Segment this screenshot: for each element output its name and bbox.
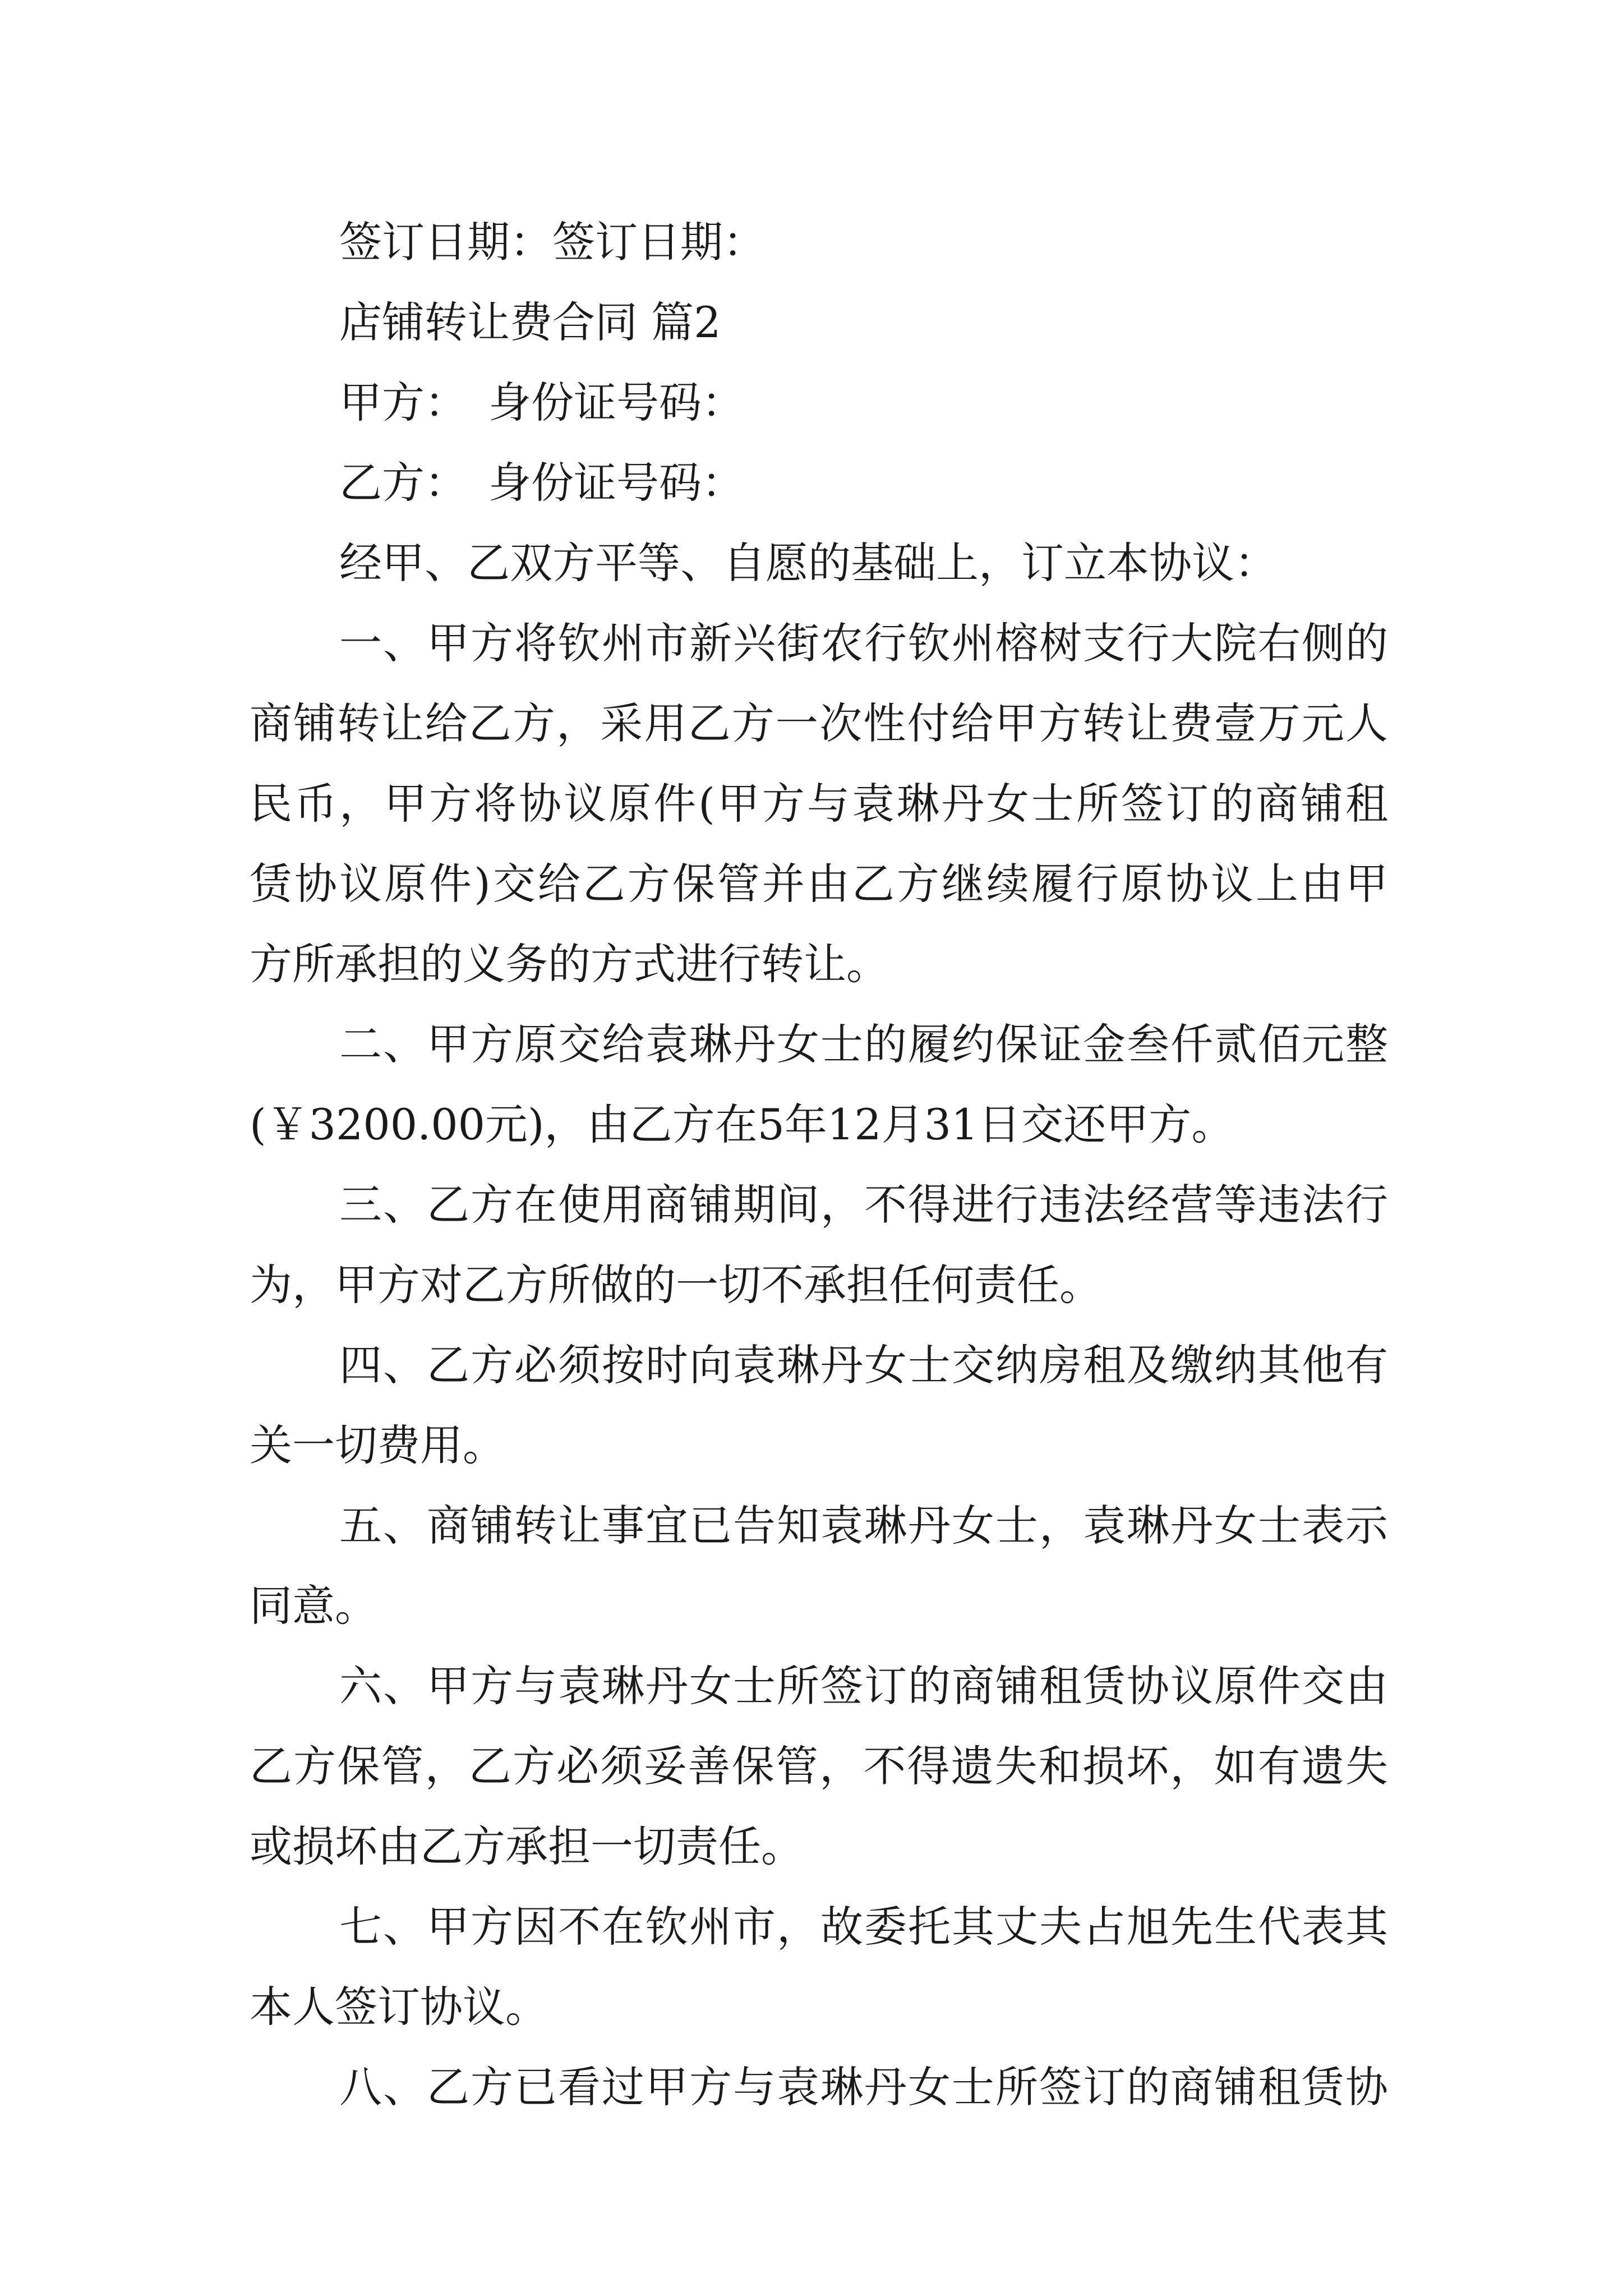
text-line: 三、乙方在使用商铺期间，不得进行违法经营等违法行 [339, 1180, 1388, 1230]
text-line: 签订日期：签订日期： [339, 217, 766, 267]
text-line: 商铺转让给乙方，采用乙方一次性付给甲方转让费壹万元人 [250, 698, 1388, 748]
text-line: (￥3200.00元)，由乙方在5年12月31日交还甲方。 [250, 1099, 1234, 1149]
text-line: 民币，甲方将协议原件(甲方与袁琳丹女士所签订的商铺租 [250, 779, 1388, 829]
text-line: 七、甲方因不在钦州市，故委托其丈夫占旭先生代表其 [339, 1902, 1388, 1952]
text-line: 八、乙方已看过甲方与袁琳丹女士所签订的商铺租赁协 [339, 2062, 1388, 2112]
text-line: 或损坏由乙方承担一切责任。 [250, 1821, 804, 1871]
text-line: 乙方： 身份证号码： [339, 458, 744, 508]
text-line: 四、乙方必须按时向袁琳丹女士交纳房租及缴纳其他有 [339, 1340, 1388, 1390]
text-line: 方所承担的义务的方式进行转让。 [250, 939, 889, 989]
text-line: 店铺转让费合同 篇2 [339, 297, 721, 347]
text-line: 甲方： 身份证号码： [339, 378, 744, 427]
text-line: 经甲、乙双方平等、自愿的基础上，订立本协议： [339, 538, 1277, 588]
text-line: 关一切费用。 [250, 1420, 505, 1470]
text-line: 二、甲方原交给袁琳丹女士的履约保证金叁仟贰佰元整 [339, 1019, 1388, 1069]
text-line: 乙方保管，乙方必须妥善保管，不得遗失和损坏，如有遗失 [250, 1741, 1388, 1791]
text-line: 为，甲方对乙方所做的一切不承担任何责任。 [250, 1260, 1102, 1310]
text-line: 本人签订协议。 [250, 1982, 548, 2032]
text-line: 六、甲方与袁琳丹女士所签订的商铺租赁协议原件交由 [339, 1661, 1388, 1711]
document-page [250, 202, 1388, 2127]
text-line: 一、甲方将钦州市新兴街农行钦州榕树支行大院右侧的 [339, 618, 1388, 668]
text-line: 五、商铺转让事宜已告知袁琳丹女士，袁琳丹女士表示 [339, 1501, 1388, 1550]
text-line: 同意。 [250, 1581, 377, 1631]
text-line: 赁协议原件)交给乙方保管并由乙方继续履行原协议上由甲 [250, 859, 1388, 909]
